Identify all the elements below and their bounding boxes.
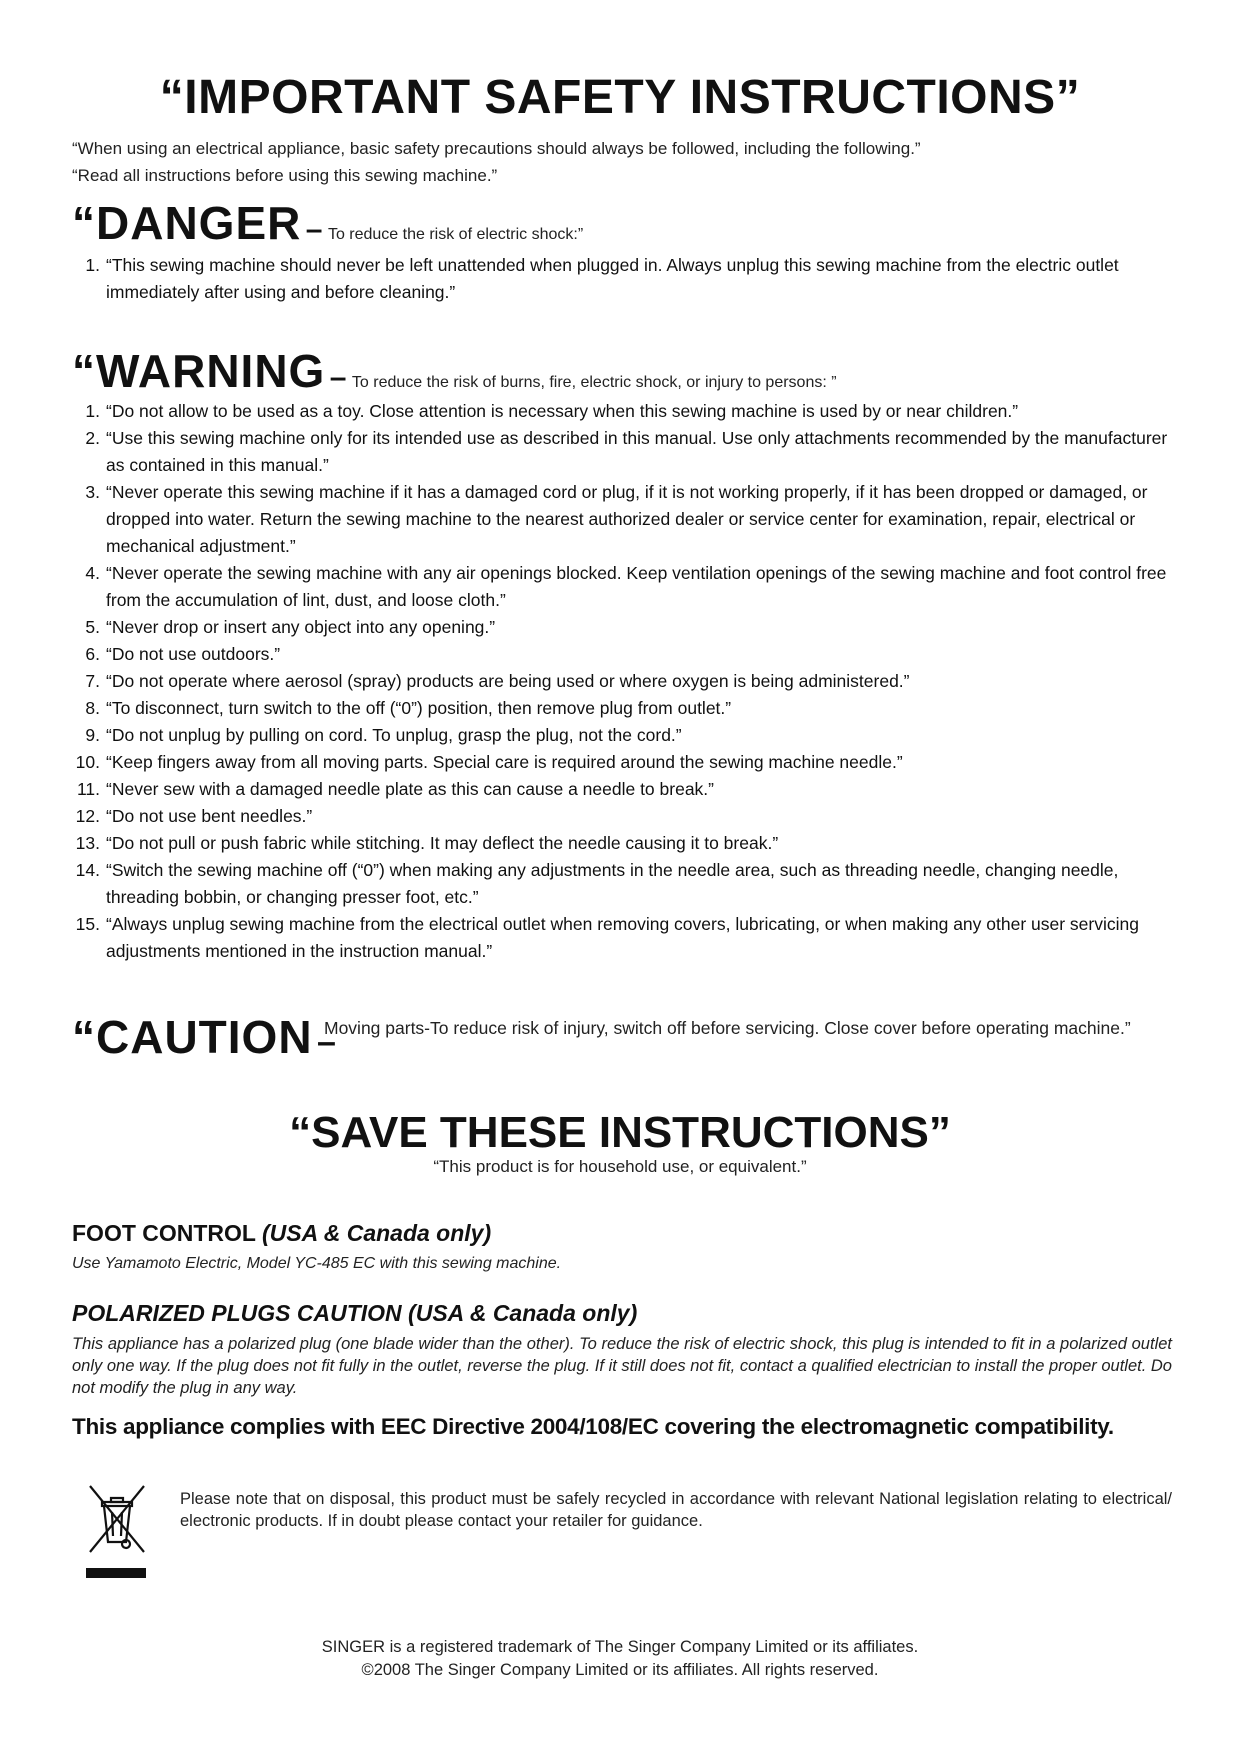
item-number: 10. xyxy=(75,752,100,772)
item-text: “Never operate this sewing machine if it has a damaged cord or plug, if it is not working properly, if it has been dropped or damaged, or dropped into water. Return the sewing machine to the nearest authorized dealer or service center for examination, repair, electrical or mechanical adjustment.” xyxy=(106,482,1148,556)
foot-control-heading: FOOT CONTROL xyxy=(72,1220,256,1246)
item-number: 8. xyxy=(85,698,100,718)
item-text: “Keep fingers away from all moving parts. Special care is required around the sewing machine needle.” xyxy=(106,752,903,772)
list-item xyxy=(72,857,1172,911)
item-text: “Use this sewing machine only for its intended use as described in this manual. Use only attachments recommended by the manufacturer as contained in this manual.” xyxy=(106,428,1168,475)
danger-heading: “DANGER xyxy=(72,197,302,249)
danger-heading-row xyxy=(72,196,583,250)
disposal-text: Please note that on disposal, this product must be safely recycled in accordance with relevant National legislation relating to electrical/ electronic products. If in doubt please contact your retailer for guidance. xyxy=(180,1490,1172,1530)
trademark-line: SINGER is a registered trademark of The Singer Company Limited or its affiliates. xyxy=(321,1638,919,1656)
caution-heading: “CAUTION xyxy=(72,1011,313,1063)
item-number: 6. xyxy=(85,644,100,664)
item-number: 1. xyxy=(85,401,100,421)
polarized-plugs-text: This appliance has a polarized plug (one blade wider than the other). To reduce the risk of electric shock, this plug is intended to fit in a polarized outlet only one way. If the plug does not fit fully in the outlet, reverse the plug. If it still does not fit, contact a qualified electrician to install the proper outlet. Do not modify the plug in any way. xyxy=(72,1335,1172,1397)
item-text: “Never sew with a damaged needle plate as this can cause a needle to break.” xyxy=(106,779,714,799)
footer xyxy=(0,1636,1240,1682)
item-number: 12. xyxy=(75,806,100,826)
polarized-plugs-title: POLARIZED PLUGS CAUTION (USA & Canada only) xyxy=(72,1300,638,1326)
list-item xyxy=(72,641,1172,668)
intro-line-2: “Read all instructions before using this sewing machine.” xyxy=(72,166,498,185)
list-item xyxy=(72,668,1172,695)
list-item xyxy=(72,695,1172,722)
list-item xyxy=(72,398,1172,425)
eec-compliance-statement: This appliance complies with EEC Directive 2004/108/EC covering the electromagnetic compatibility. xyxy=(72,1414,1114,1439)
list-item xyxy=(72,749,1172,776)
item-text: “Do not allow to be used as a toy. Close attention is necessary when this sewing machine is used by or near children.” xyxy=(106,401,1019,421)
warning-lead: To reduce the risk of burns, fire, electric shock, or injury to persons: ” xyxy=(351,374,837,391)
item-number: 13. xyxy=(75,833,100,853)
caution-text: Moving parts-To reduce risk of injury, switch off before servicing. Close cover before operating machine.” xyxy=(324,1018,1131,1038)
item-text: “Always unplug sewing machine from the electrical outlet when removing covers, lubricating, or when making any other user servicing adjustments mentioned in the instruction manual.” xyxy=(106,914,1139,961)
crossed-out-wheelie-bin-icon xyxy=(84,1482,150,1582)
list-item xyxy=(72,252,1172,306)
item-text: “Never drop or insert any object into any opening.” xyxy=(106,617,496,637)
item-text: “Never operate the sewing machine with any air openings blocked. Keep ventilation openings of the sewing machine and foot control free from the accumulation of lint, dust, and loose cloth.” xyxy=(106,563,1167,610)
item-number: 11. xyxy=(76,779,100,799)
item-number: 1. xyxy=(85,255,100,275)
item-number: 3. xyxy=(85,482,100,502)
danger-dash: – xyxy=(305,213,324,246)
item-number: 15. xyxy=(75,914,100,934)
list-item xyxy=(72,560,1172,614)
item-text: “Do not unplug by pulling on cord. To unplug, grasp the plug, not the cord.” xyxy=(106,725,682,745)
warning-heading-row xyxy=(72,344,837,398)
foot-control-note: (USA & Canada only) xyxy=(261,1220,492,1246)
item-number: 5. xyxy=(85,617,100,637)
item-text: “This sewing machine should never be left unattended when plugged in. Always unplug this sewing machine from the electric outlet immediately after using and before cleaning.” xyxy=(106,255,1119,302)
foot-control-title xyxy=(72,1220,491,1247)
item-number: 7. xyxy=(85,671,100,691)
list-item xyxy=(72,776,1172,803)
item-text: “Do not pull or push fabric while stitching. It may deflect the needle causing it to break.” xyxy=(106,833,779,853)
warning-list xyxy=(72,398,1172,965)
item-text: “Do not use outdoors.” xyxy=(106,644,281,664)
caution-dash: – xyxy=(317,1023,337,1061)
warning-dash: – xyxy=(329,361,348,394)
danger-list xyxy=(72,252,1172,306)
list-item xyxy=(72,830,1172,857)
item-text: “Do not operate where aerosol (spray) products are being used or where oxygen is being administered.” xyxy=(106,671,910,691)
item-text: “To disconnect, turn switch to the off (“0”) position, then remove plug from outlet.” xyxy=(106,698,732,718)
item-number: 14. xyxy=(75,860,100,880)
list-item xyxy=(72,614,1172,641)
foot-control-text: Use Yamamoto Electric, Model YC-485 EC with this sewing machine. xyxy=(72,1255,562,1272)
item-number: 4. xyxy=(85,563,100,583)
item-number: 9. xyxy=(85,725,100,745)
item-text: “Switch the sewing machine off (“0”) when making any adjustments in the needle area, such as threading needle, changing needle, threading bobbin, or changing presser foot, etc.” xyxy=(106,860,1119,907)
list-item xyxy=(72,722,1172,749)
list-item xyxy=(72,425,1172,479)
copyright-line: ©2008 The Singer Company Limited or its affiliates. All rights reserved. xyxy=(361,1661,879,1679)
item-text: “Do not use bent needles.” xyxy=(106,806,313,826)
save-instructions-subtitle: “This product is for household use, or equivalent.” xyxy=(433,1157,807,1176)
page-title: “IMPORTANT SAFETY INSTRUCTIONS” xyxy=(159,71,1081,124)
list-item xyxy=(72,803,1172,830)
intro-line-1: “When using an electrical appliance, basic safety precautions should always be followed, including the following.” xyxy=(72,139,921,158)
save-instructions-title: “SAVE THESE INSTRUCTIONS” xyxy=(289,1108,951,1157)
warning-heading: “WARNING xyxy=(72,345,326,397)
list-item xyxy=(72,911,1172,965)
item-number: 2. xyxy=(85,428,100,448)
caution-heading-row xyxy=(72,1010,337,1064)
danger-lead: To reduce the risk of electric shock:” xyxy=(327,226,584,243)
list-item xyxy=(72,479,1172,560)
